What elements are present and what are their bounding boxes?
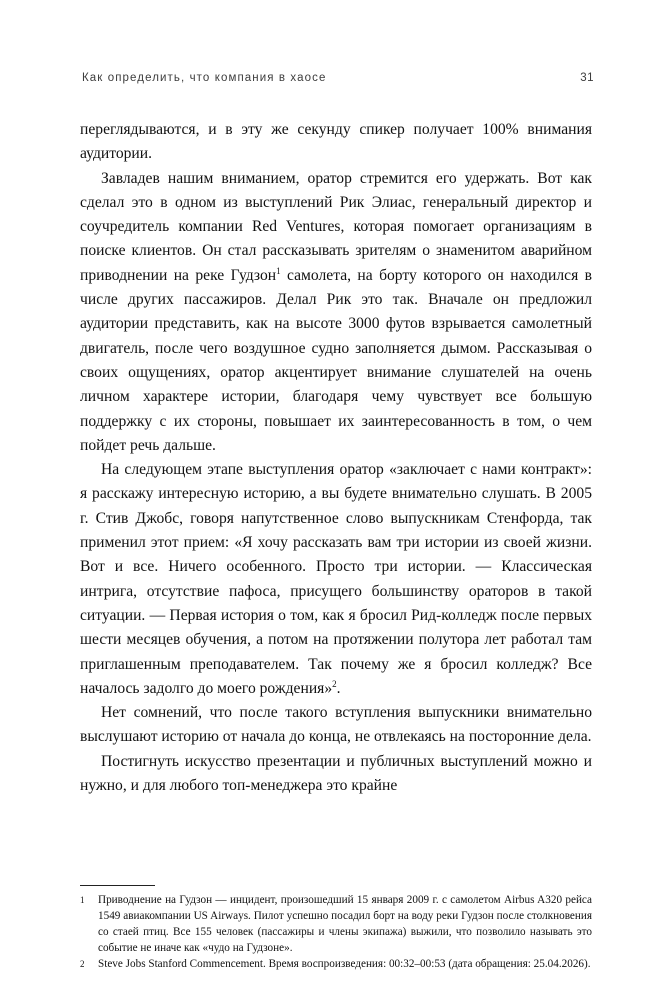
footnotes [80,892,592,972]
footnote-ref-1[interactable]: 1 [276,265,281,276]
paragraph-2-text-a: Завладев нашим вниманием, оратор стремится его удержать. Вот как сделал это в одном из выступлений Рик Элиас, генеральный директор и соучредитель компании Red Ventures, которая помогает организациям в поиске клиентов. Он стал рассказывать зрителям о знаменитом аварийном приводнении на реке Гудзон [80,169,592,284]
footnote-number: 2 [80,959,85,969]
paragraph-3 [80,458,592,701]
main-text [80,118,592,798]
footnote-text: Приводнение на Гудзон — инцидент, произошедший 15 января 2009 г. с самолетом Airbus A320 рейса 1549 авиакомпании US Airways. Пилот успешно посадил борт на воду реки Гудзон после столкновения со стаей птиц. Все 155 человек (пассажиры и члены экипажа) выжили, что позволило называть это событие не иначе как «чудо на Гудзоне». [98,894,592,954]
footnote-separator [80,885,155,886]
footnote-1 [80,892,592,956]
paragraph-3-text-a: На следующем этапе выступления оратор «заключает с нами контракт»: я расскажу интересную историю, а вы будете внимательно слушать. В 2005 г. Стив Джобс, говоря напутственное слово выпускникам Стенфорда, так применил этот прием: «Я хочу рассказать вам три истории из своей жизни. Вот и все. Ничего особенного. Просто три истории. — Классическая интрига, отсутствие пафоса, присущего большинству ораторов в такой ситуации. — Первая история о том, как я бросил Рид-колледж после первых шести месяцев обучения, а потом на протяжении полутора лет работал там приглашенным преподавателем. Так почему же я бросил колледж? Все началось задолго до моего рождения» [80,461,592,697]
paragraph-1: переглядываются, и в эту же секунду спикер получает 100% внимания аудитории. [80,121,592,163]
paragraph-2 [80,167,592,459]
footnote-text: Steve Jobs Stanford Commencement. Время воспроизведения: 00:32–00:53 (дата обращения: 25.04.2026). [98,958,591,970]
footnote-number: 1 [80,895,85,905]
footnote-2 [80,956,592,972]
paragraph-2-text-b: самолета, на борту которого он находился в числе других пассажиров. Делал Рик это так. Вначале он предложил аудитории представить, как на высоте 3000 футов взрывается самолетный двигатель, после чего воздушное судно заполняется дымом. Рассказывая о своих ощущениях, оратор акцентирует внимание слушателей на очень личном характере истории, благодаря чему чувствует все большую поддержку с их стороны, повышает их заинтересованность в том, о чем пойдет речь дальше. [80,266,592,454]
footnote-ref-2[interactable]: 2 [332,678,337,689]
paragraph-3-text-b: . [336,679,341,697]
paragraph-4: Нет сомнений, что после такого вступления выпускники внимательно выслушают историю от начала до конца, не отвлекаясь на посторонние дела. [80,704,592,746]
running-head-title: Как определить, что компания в хаосе [82,72,327,84]
page-number: 31 [580,72,594,84]
paragraph-5: Постигнуть искусство презентации и публичных выступлений можно и нужно, и для любого топ-менеджера это крайне [80,752,592,795]
